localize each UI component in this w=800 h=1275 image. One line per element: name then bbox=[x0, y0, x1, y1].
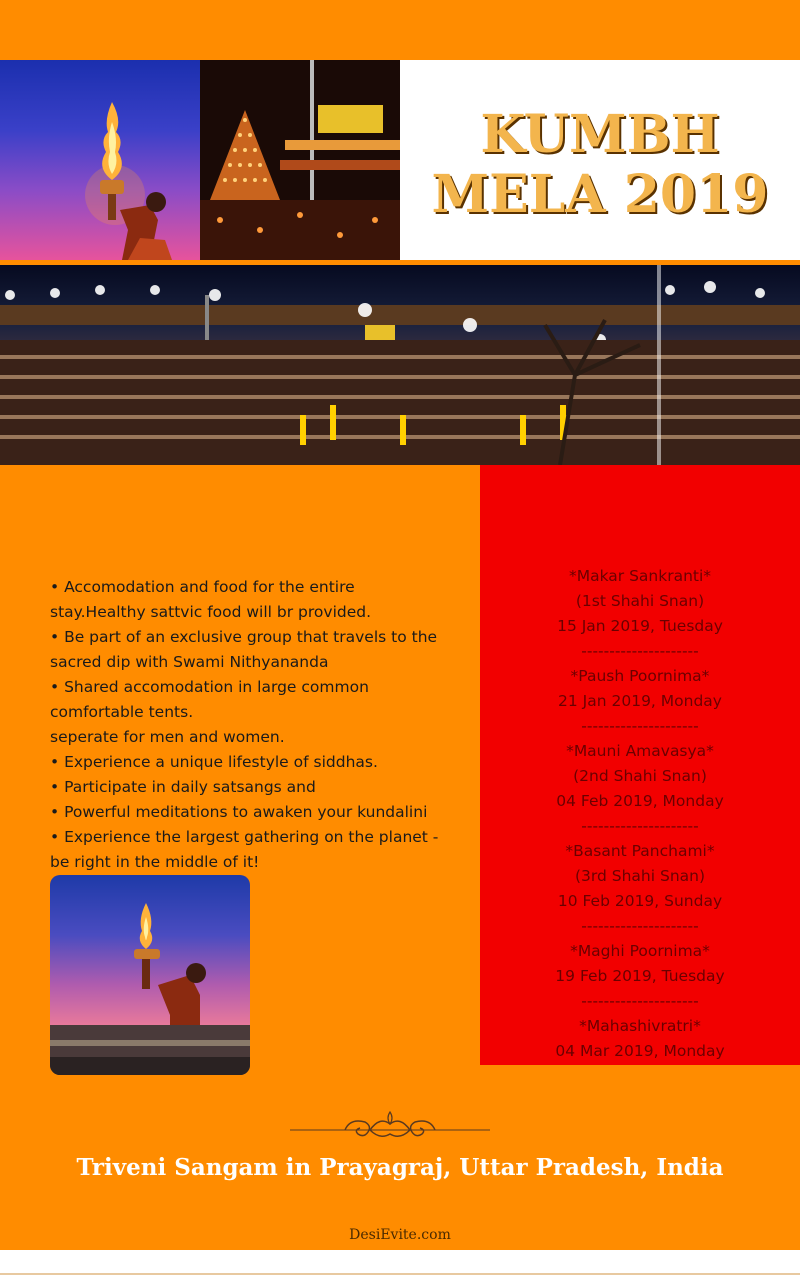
schedule-separator: --------------------- bbox=[581, 717, 699, 735]
benefit-line: • Experience a unique lifestyle of siddhas. bbox=[50, 753, 378, 771]
temple-night-lights-photo bbox=[200, 60, 400, 260]
flourish-ornament-icon bbox=[290, 1108, 490, 1148]
schedule-event-name: *Paush Poornima* bbox=[570, 667, 710, 685]
title-line-2: MELA 2019 bbox=[431, 164, 769, 225]
schedule-separator: --------------------- bbox=[581, 917, 699, 935]
benefit-line: be right in the middle of it! bbox=[50, 853, 260, 871]
bottom-band bbox=[0, 1250, 800, 1275]
schedule-date: 04 Mar 2019, Monday bbox=[555, 1042, 725, 1060]
schedule-date: 21 Jan 2019, Monday bbox=[558, 692, 722, 710]
schedule-snan-label: (3rd Shahi Snan) bbox=[574, 867, 706, 885]
event-title bbox=[400, 105, 800, 225]
schedule-date: 04 Feb 2019, Monday bbox=[556, 792, 724, 810]
benefit-line: • Powerful meditations to awaken your kundalini bbox=[50, 803, 428, 821]
schedule-separator: --------------------- bbox=[581, 817, 699, 835]
schedule-separator: --------------------- bbox=[581, 992, 699, 1010]
title-line-1: KUMBH bbox=[480, 104, 720, 165]
schedule-snan-label: (1st Shahi Snan) bbox=[575, 592, 705, 610]
schedule-date: 10 Feb 2019, Sunday bbox=[557, 892, 723, 910]
benefit-line: comfortable tents. bbox=[50, 703, 194, 721]
benefit-line: seperate for men and women. bbox=[50, 728, 285, 746]
aarti-ritual-photo bbox=[0, 60, 200, 260]
schedule-list bbox=[480, 564, 800, 1064]
aarti-sunset-photo bbox=[50, 875, 250, 1075]
schedule-date: 15 Jan 2019, Tuesday bbox=[557, 617, 723, 635]
kumbh-crowd-night-photo bbox=[0, 265, 800, 465]
schedule-event-name: *Mahashivratri* bbox=[579, 1017, 701, 1035]
footer-credit: DesiEvite.com bbox=[349, 1227, 451, 1243]
schedule-separator: --------------------- bbox=[581, 642, 699, 660]
benefit-line: • Shared accomodation in large common bbox=[50, 678, 369, 696]
top-orange-band bbox=[0, 0, 800, 60]
benefit-line: • Participate in daily satsangs and bbox=[50, 778, 316, 796]
schedule-event-name: *Mauni Amavasya* bbox=[566, 742, 714, 760]
benefits-list bbox=[50, 575, 460, 875]
schedule-event-name: *Basant Panchami* bbox=[565, 842, 715, 860]
benefit-line: • Experience the largest gathering on the planet - bbox=[50, 828, 439, 846]
schedule-snan-label: (2nd Shahi Snan) bbox=[573, 767, 707, 785]
event-location: Triveni Sangam in Prayagraj, Uttar Pradesh, India bbox=[76, 1154, 724, 1181]
schedule-event-name: *Makar Sankranti* bbox=[568, 567, 712, 585]
benefit-line: • Accomodation and food for the entire bbox=[50, 578, 355, 596]
schedule-date: 19 Feb 2019, Tuesday bbox=[555, 967, 725, 985]
benefit-line: stay.Healthy sattvic food will br provided. bbox=[50, 603, 372, 621]
schedule-event-name: *Maghi Poornima* bbox=[570, 942, 710, 960]
benefit-line: sacred dip with Swami Nithyananda bbox=[50, 653, 329, 671]
benefit-line: • Be part of an exclusive group that travels to the bbox=[50, 628, 438, 646]
